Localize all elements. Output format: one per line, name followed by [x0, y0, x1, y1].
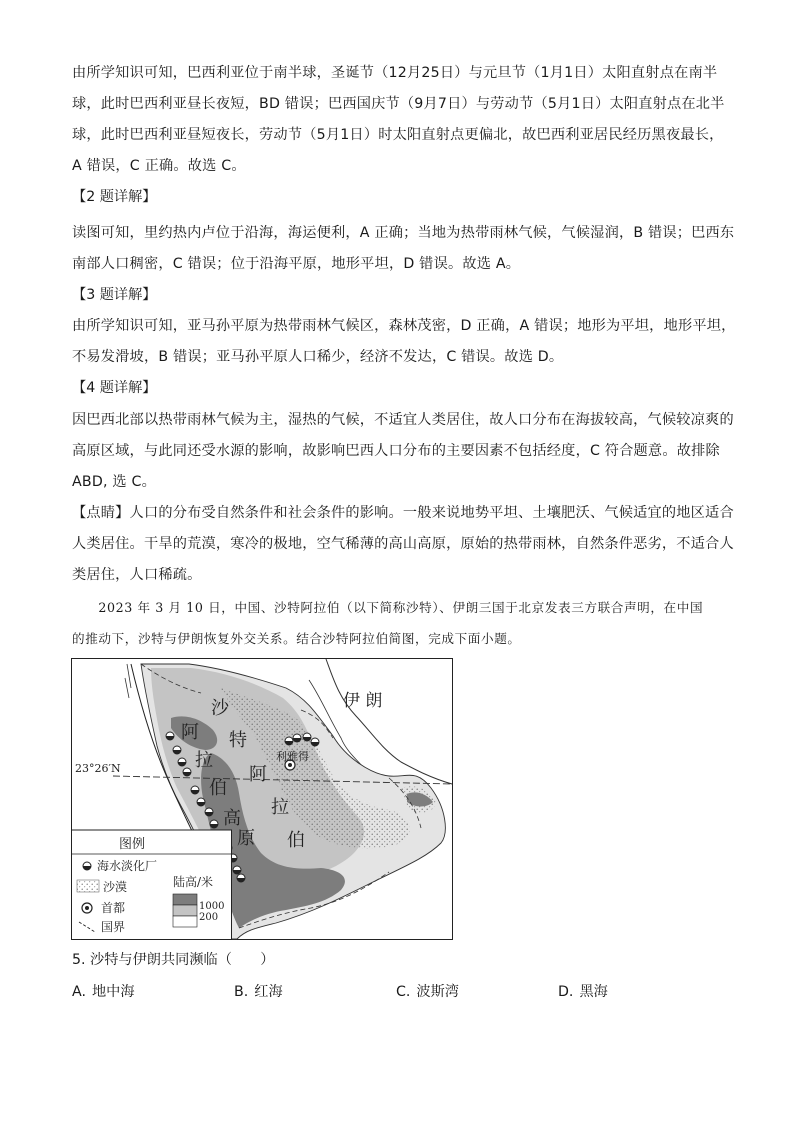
- sa-char: 拉: [271, 797, 289, 818]
- text-line: 人类居住。干旱的荒漠，寒冷的极地，空气稀薄的高山高原，原始的热带雨林，自然条件恶劣，不适合人: [72, 536, 734, 552]
- text-line: A 错误，C 正确。故选 C。: [72, 158, 246, 174]
- text-line: 高原区域，与此同还受水源的影响，故影响巴西人口分布的主要因素不包括经度，C 符合题意。故排除: [72, 443, 720, 459]
- text-line: 的推动下，沙特与伊朗恢复外交关系。结合沙特阿拉伯简图，完成下面小题。: [72, 631, 521, 646]
- capital-marker-dot: [288, 763, 292, 767]
- text-line: 不易发滑坡，B 错误；亚马孙平原人口稀少，经济不发达，C 错误。故选 D。: [72, 349, 564, 365]
- text-line: 因巴西北部以热带雨林气候为主，湿热的气候，不适宜人类居住，故人口分布在海拔较高，气候较凉爽的: [72, 412, 734, 428]
- option-a[interactable]: A. 地中海: [72, 984, 135, 1000]
- text-line: 2023 年 3 月 10 日，中国、沙特阿拉伯（以下简称沙特）、伊朗三国于北京发表三方联合声明，在中国: [72, 600, 704, 615]
- question-intro: [72, 592, 724, 654]
- section-heading-4: 【4 题详解】: [72, 380, 157, 396]
- sa-char: 伯: [209, 778, 227, 799]
- tropic-label: 23°26′N: [75, 762, 121, 775]
- saudi-arabia-map: [71, 658, 453, 940]
- plateau-char: 高: [223, 808, 241, 829]
- sa-char: 特: [229, 730, 247, 751]
- legend-border-label: 国界: [101, 920, 126, 934]
- text-line: 【点睛】人口的分布受自然条件和社会条件的影响。一般来说地势平坦、土壤肥沃、气候适宜的地区适合: [72, 505, 734, 521]
- legend-title: 图例: [119, 837, 146, 852]
- question-5: 5. 沙特与伊朗共同濒临（ ）: [72, 952, 275, 968]
- plateau-char: 原: [237, 828, 255, 849]
- legend-capital-label: 首都: [101, 901, 126, 915]
- option-b[interactable]: B. 红海: [234, 984, 283, 1000]
- iran-label: 伊 朗: [343, 691, 383, 711]
- section-heading-3: 【3 题详解】: [72, 287, 157, 303]
- text-line: 由所学知识可知，亚马孙平原为热带雨林气候区，森林茂密，D 正确，A 错误；地形为平坦，地形平坦，: [72, 318, 736, 334]
- text-line: 球，此时巴西利亚昼长夜短，BD 错误；巴西国庆节（9月7日）与劳动节（5月1日）太阳直射点在北半: [72, 96, 725, 112]
- text-line: 类居住，人口稀疏。: [72, 567, 202, 583]
- sa-char: 阿: [249, 764, 267, 785]
- answer-paragraph-4: [72, 405, 734, 498]
- legend-desal-label: 海水淡化厂: [97, 859, 158, 873]
- sa-char: 拉: [195, 750, 213, 771]
- sa-char: 阿: [181, 722, 199, 743]
- legend-elev-high: [173, 894, 197, 905]
- text-line: 读图可知，里约热内卢位于沿海，海运便利，A 正确；当地为热带雨林气候，气候湿润，B 错误；巴西东: [72, 225, 735, 241]
- section-heading-2: 【2 题详解】: [72, 189, 157, 205]
- answer-paragraph-2: [72, 218, 735, 280]
- text-line: 南部人口稠密，C 错误；位于沿海平原，地形平坦，D 错误。故选 A。: [72, 256, 521, 272]
- answer-paragraph-1: [72, 58, 724, 182]
- legend-elev-1000: 1000: [199, 901, 225, 912]
- sa-char: 伯: [287, 830, 305, 851]
- legend-desert-swatch: [77, 880, 99, 892]
- text-line: ABD, 选 C。: [72, 474, 156, 490]
- option-d[interactable]: D. 黑海: [558, 984, 608, 1000]
- legend: [72, 830, 232, 940]
- legend-elev-low: [173, 916, 197, 927]
- text-line: 由所学知识可知，巴西利亚位于南半球，圣诞节（12月25日）与元旦节（1月1日）太阳直射点在南半: [72, 65, 718, 81]
- option-c[interactable]: C. 波斯湾: [396, 984, 459, 1000]
- sa-char: 沙: [211, 698, 229, 719]
- answer-paragraph-3: [72, 311, 736, 373]
- legend-elev-title: 陆高/米: [173, 875, 214, 889]
- legend-elev-mid: [173, 905, 197, 916]
- legend-desert-label: 沙漠: [103, 880, 128, 894]
- text-line: 球，此时巴西利亚昼短夜长，劳动节（5月1日）时太阳直射点更偏北，故巴西利亚居民经历黑夜最长，: [72, 127, 724, 143]
- legend-elev-200: 200: [199, 912, 219, 923]
- capital-label: 利雅得: [276, 750, 309, 763]
- tip-paragraph: [72, 498, 734, 591]
